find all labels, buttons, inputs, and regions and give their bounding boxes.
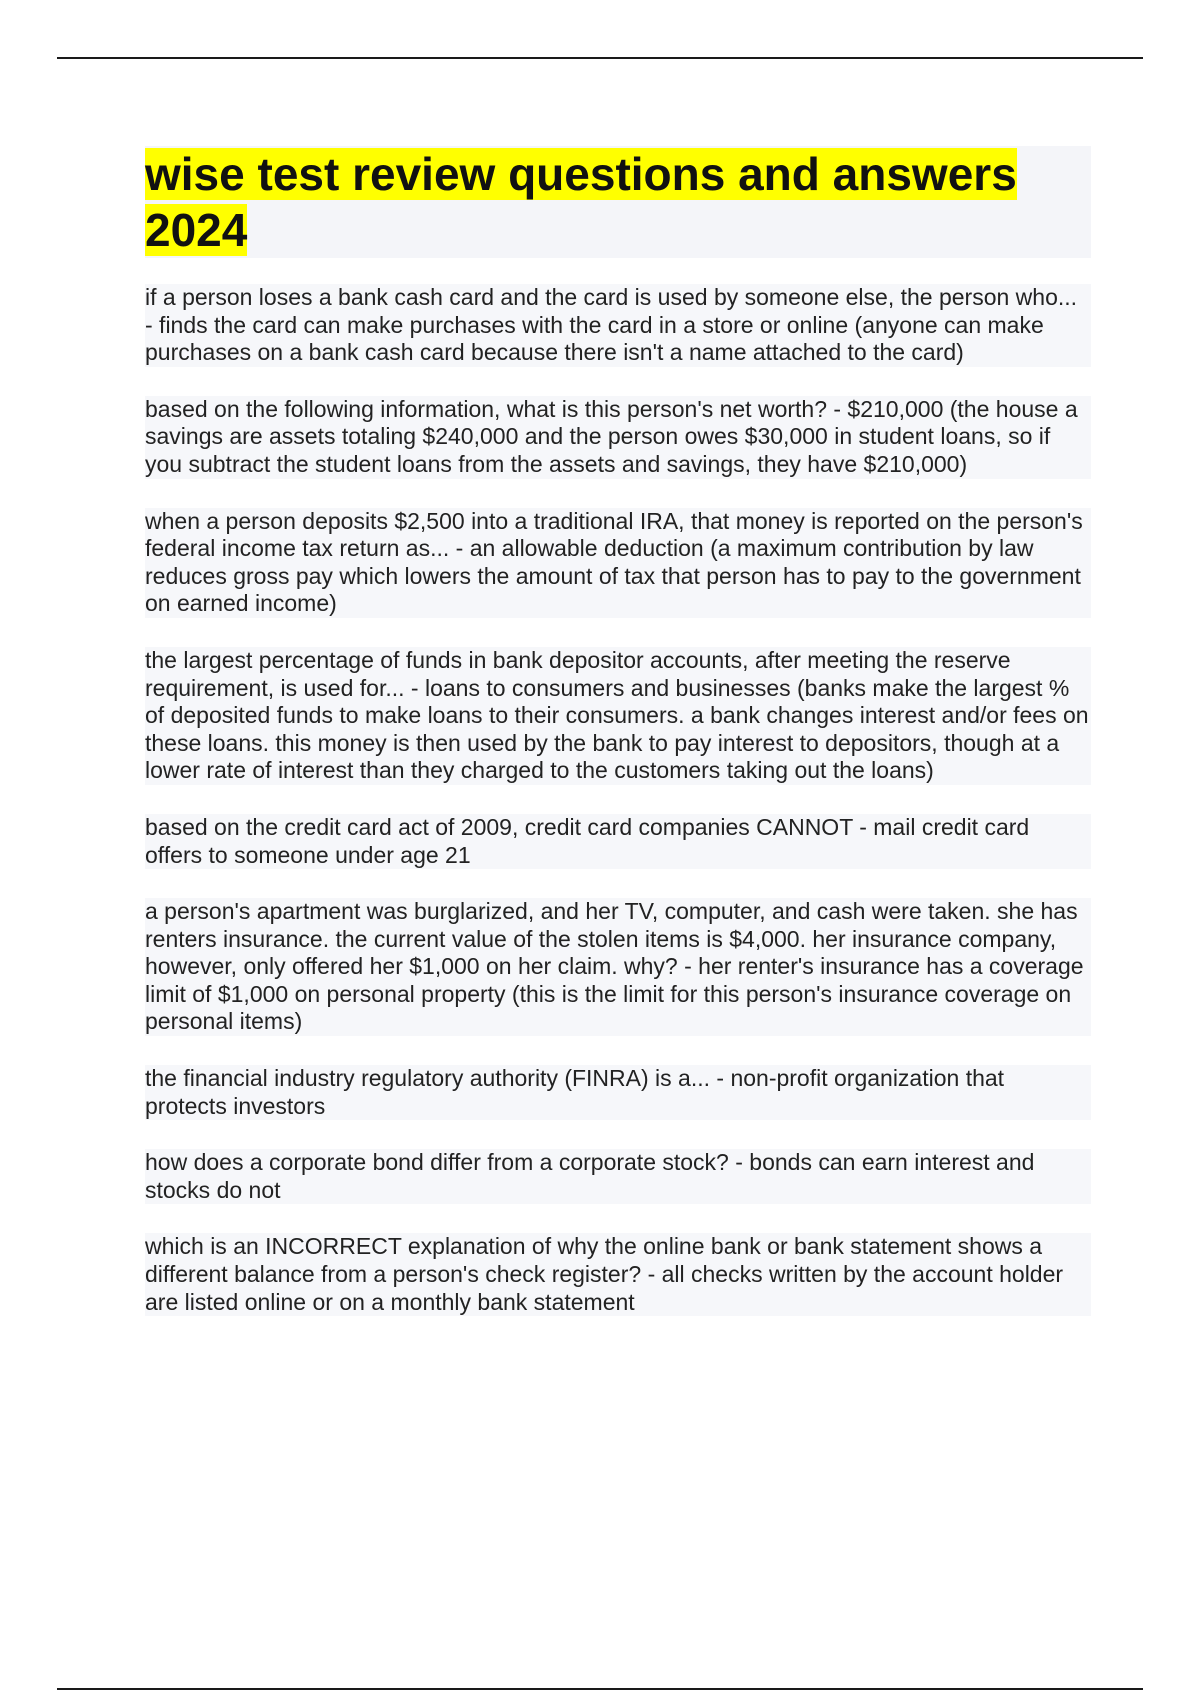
top-rule <box>57 57 1143 59</box>
page-title <box>145 146 1091 258</box>
qa-item-4: the largest percentage of funds in bank depositor accounts, after meeting the reserve requirement, is used for... - loans to consumers and businesses (banks make the largest % of deposited funds to make loans to their consumers. a bank changes interest and/or fees on these loans. this money is then used by the bank to pay interest to depositors, though at a lower rate of interest than they charged to the customers taking out the loans) <box>145 647 1091 785</box>
bottom-rule <box>57 1688 1143 1690</box>
qa-item-7: the financial industry regulatory authority (FINRA) is a... - non-profit organization that protects investors <box>145 1065 1091 1120</box>
qa-item-2: based on the following information, what is this person's net worth? - $210,000 (the house a savings are assets totaling $240,000 and the person owes $30,000 in student loans, so if you subtract the student loans from the assets and savings, they have $210,000) <box>145 396 1091 479</box>
document-body <box>145 146 1091 1345</box>
qa-item-9: which is an INCORRECT explanation of why the online bank or bank statement shows a different balance from a person's check register? - all checks written by the account holder are listed online or on a monthly bank statement <box>145 1233 1091 1316</box>
qa-item-5: based on the credit card act of 2009, credit card companies CANNOT - mail credit card offers to someone under age 21 <box>145 814 1091 869</box>
qa-item-6: a person's apartment was burglarized, and her TV, computer, and cash were taken. she has renters insurance. the current value of the stolen items is $4,000. her insurance company, however, only offered her $1,000 on her claim. why? - her renter's insurance has a coverage limit of $1,000 on personal property (this is the limit for this person's insurance coverage on personal items) <box>145 898 1091 1036</box>
qa-item-3: when a person deposits $2,500 into a traditional IRA, that money is reported on the person's federal income tax return as... - an allowable deduction (a maximum contribution by law reduces gross pay which lowers the amount of tax that person has to pay to the government on earned income) <box>145 508 1091 618</box>
qa-item-1: if a person loses a bank cash card and the card is used by someone else, the person who... - finds the card can make purchases with the card in a store or online (anyone can make purchases on a bank cash card because there isn't a name attached to the card) <box>145 284 1091 367</box>
title-highlight: wise test review questions and answers 2024 <box>145 148 1017 256</box>
title-block <box>145 146 1091 258</box>
qa-item-8: how does a corporate bond differ from a corporate stock? - bonds can earn interest and stocks do not <box>145 1149 1091 1204</box>
